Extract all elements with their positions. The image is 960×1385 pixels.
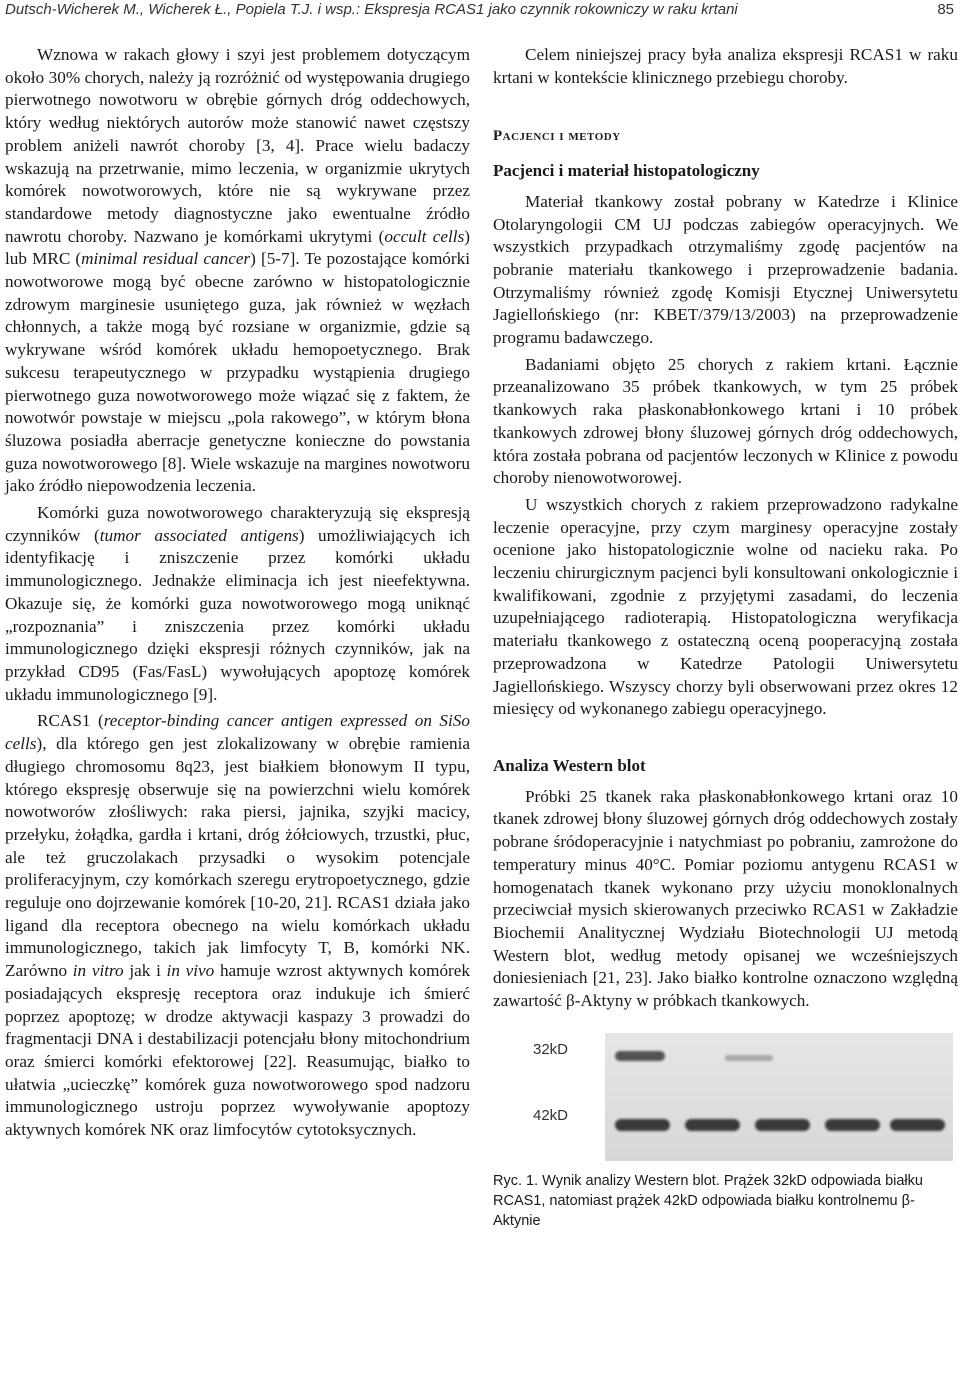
p2-text-a: Komórki guza nowotworowego charakteryzują się ekspresją czynników ( xyxy=(5,503,470,545)
running-title: Dutsch-Wicherek M., Wicherek Ł., Popiela T.J. i wsp.: Ekspresja RCAS1 jako czynnik rokowniczy w raku krtani xyxy=(5,1,738,18)
blot-band xyxy=(890,1119,945,1131)
p3-text-d: hamuje wzrost aktywnych komórek posiadających ekspresję receptora oraz indukuje ich śmierć poprzez apoptozę; w drodze aktywacji kaspazy 3 prowadzi do fragmentacji DNA i destabilizacji potencjału błony mitochondrium oraz śmierci komórki efektorowej [22]. Reasumując, białko to ułatwia „ucieczkę” komórek guza nowotworowego spod nadzoru immunologicznego ustroju poprzez wywoływanie apoptozy aktywnych komórek NK oraz limfocytów cytotoksycznych. xyxy=(5,961,470,1140)
blot-band xyxy=(685,1119,740,1131)
label-32kd: 32kD xyxy=(533,1040,569,1058)
p1-text-b: ) lub MRC ( xyxy=(5,226,470,269)
western-blot-figure xyxy=(493,1025,958,1165)
figure-caption: Ryc. 1. Wynik analizy Western blot. Prążek 32kD odpowiada białku RCAS1, natomiast prążek 42kD odpowiada białku kontrolnemu β-Aktynie xyxy=(493,1172,923,1229)
subsection-title-western-blot: Analiza Western blot xyxy=(493,755,646,775)
running-header xyxy=(0,0,960,20)
p2-text-b: ) umożliwiających ich identyfikację i zniszczenie przez komórki układu immunologicznego. Jednakże eliminacja ich jest nieefektywna. Okazuje się, że komórki guza nowotworowego mogą uniknąć „rozpoznania” i zniszczenia przez komórki układu immunologicznego dzięki ekspresji różnych czynników, jak na przykład CD95 (Fas/FasL) wywołujących apoptozę komórek układu immunologicznego [9]. xyxy=(5,525,470,704)
p1-italic-1: occult cells xyxy=(384,226,465,246)
paragraph-3 xyxy=(5,710,470,1141)
section-title: Pacjenci i metody xyxy=(493,128,621,145)
p2-italic: tumor associated antigens xyxy=(99,525,299,545)
blot-band xyxy=(725,1055,773,1061)
right-column xyxy=(493,44,958,1231)
methods-paragraph-3: U wszystkich chorych z rakiem przeprowadzono radykalne leczenie operacyjne, przy czym marginesy operacyjne zostały ocenione jako histopatologicznie wolne od nacieku raka. Po leczeniu chirurgicznym pacjenci byli konsultowani onkologicznie i kwalifikowani, zgodnie z przyjętymi zasadami, do leczenia uzupełniającego radioterapią. Histopatologiczna weryfikacja materiału tkankowego z ostateczną oceną pooperacyjną została przeprowadzona w Katedrze Patologii Uniwersytetu Jagiellońskiego. Wszyscy chorzy byli obserwowani przez okres 12 miesięcy od wykonanego zabiegu operacyjnego. xyxy=(493,494,958,719)
blot-band xyxy=(615,1051,665,1061)
p3-italic-2: in vitro xyxy=(72,961,124,981)
p3-text-b: ), dla którego gen jest zlokalizowany w obrębie ramienia długiego chromosomu 8q23, jest białkiem błonowym II typu, którego ekspresję obserwuje się na powierzchni wielu komórek nowotworów złośliwych: raka piersi, jajnika, szyjki macicy, przełyku, żołądka, gardła i krtani, dróg żółciowych, trzustki, płuc, ale też gruczolakach przysadki o wysokim potencjale proliferacyjnym, czy komórkach szeregu erytropoetycznego, gdzie reguluje ono dojrzewanie komórek [10-20, 21]. RCAS1 działa jako ligand dla receptora obecnego na wielu komórkach układu immunologicznego, takich jak limfocyty T, B, komórki NK. Zarówno xyxy=(5,734,470,981)
blot-membrane xyxy=(605,1033,953,1161)
p3-italic: receptor-binding cancer antigen expressed on SiSo cells xyxy=(5,711,470,754)
methods-paragraph-4: Próbki 25 tkanek raka płaskonabłonkowego krtani oraz 10 tkanek zdrowej błony śluzowej górnych dróg oddechowych zostały pobrane śródoperacyjnie i natychmiast po pobraniu, zamrożone do temperatury minus 40°C. Pomiar poziomu antygenu RCAS1 w homogenatach tkanek wykonano przy użyciu monoklonalnych przeciwciał mysich skierowanych przeciwko RCAS1 w Zakładzie Biochemii Analitycznej Wydziału Biotechnologii UJ metodą Western blot, według metody opisanej we wcześniejszych doniesieniach [21, 23]. Jako białko kontrolne oznaczono względną zawartość β-Aktyny w próbkach tkankowych. xyxy=(493,786,958,1011)
paragraph-1 xyxy=(5,44,470,498)
methods-paragraph-2: Badaniami objęto 25 chorych z rakiem krtani. Łącznie przeanalizowano 35 próbek tkankowych, w tym 25 próbek tkankowych raka płaskonabłonkowego krtani i 10 próbek tkankowych zdrowej błony śluzowej górnych dróg oddechowych, która została pobrana od pacjentów leczonych w Klinice z powodu choroby nienowotworowej. xyxy=(493,354,958,488)
paragraph-2 xyxy=(5,502,470,706)
p1-text-c: ) [5-7]. Te pozostające komórki nowotworowe mogą być obecne zarówno w histopatologicznie zdrowym marginesie usuniętego guza, jak również w węzłach chłonnych, a także mogą być rozsiane w organizmie, gdzie są wykrywane wśród komórek układu hemopoetycznego. Brak sukcesu terapeutycznego w przypadku wystąpienia drugiego pierwotnego guza nowotworowego może wiązać się z faktem, że nowotwór powstaje w miejscu „pola rakowego”, w którym błona śluzowa posiadła aberracje genetyczne konieczne do powstania guza nowotworowego [8]. Wiele wskazuje na margines nowotworu jako źródło niepowodzenia leczenia. xyxy=(5,249,470,496)
p3-text-c: jak i xyxy=(123,961,167,981)
p3-text-a: RCAS1 ( xyxy=(37,711,104,731)
blot-band xyxy=(755,1119,810,1131)
p1-italic-2: minimal residual cancer xyxy=(81,249,251,269)
blot-band xyxy=(825,1119,880,1131)
page-number: 85 xyxy=(937,1,954,18)
blot-band xyxy=(615,1119,670,1131)
label-42kd: 42kD xyxy=(533,1106,569,1124)
p1-text: Wznowa w rakach głowy i szyi jest problemem dotyczącym około 30% chorych, należy ją rozróżnić od występowania drugiego pierwotnego nowotworu w obrębie górnych dróg oddechowych, który według niektórych autorów może stanowić nawet częstszy problem aniżeli nawrót choroby [3, 4]. Prace wielu badaczy wskazują na przetrwanie, mimo leczenia, w organizmie ukrytych komórek nowotworowych, które nie są wykrywane przez standardowe metody diagnostyczne jako ewentualne źródło nawrotu choroby. Nazwano je komórkami ukrytymi ( xyxy=(5,45,470,246)
intro-paragraph: Celem niniejszej pracy była analiza ekspresji RCAS1 w raku krtani w kontekście klinicznego przebiegu choroby. xyxy=(493,45,958,87)
methods-paragraph-1: Materiał tkankowy został pobrany w Katedrze i Klinice Otolaryngologii CM UJ podczas zabiegów operacyjnych. We wszystkich przypadkach otrzymaliśmy zgodę pacjentów na pobranie materiału tkankowego i przeprowadzenie badania. Otrzymaliśmy również zgodę Komisji Etycznej Uniwersytetu Jagiellońskiego (nr: KBET/379/13/2003) na przeprowadzenie programu badawczego. xyxy=(493,191,958,348)
left-column xyxy=(5,44,470,1142)
subsection-title-patients: Pacjenci i materiał histopatologiczny xyxy=(493,161,760,181)
p3-italic-3: in vivo xyxy=(166,961,215,981)
